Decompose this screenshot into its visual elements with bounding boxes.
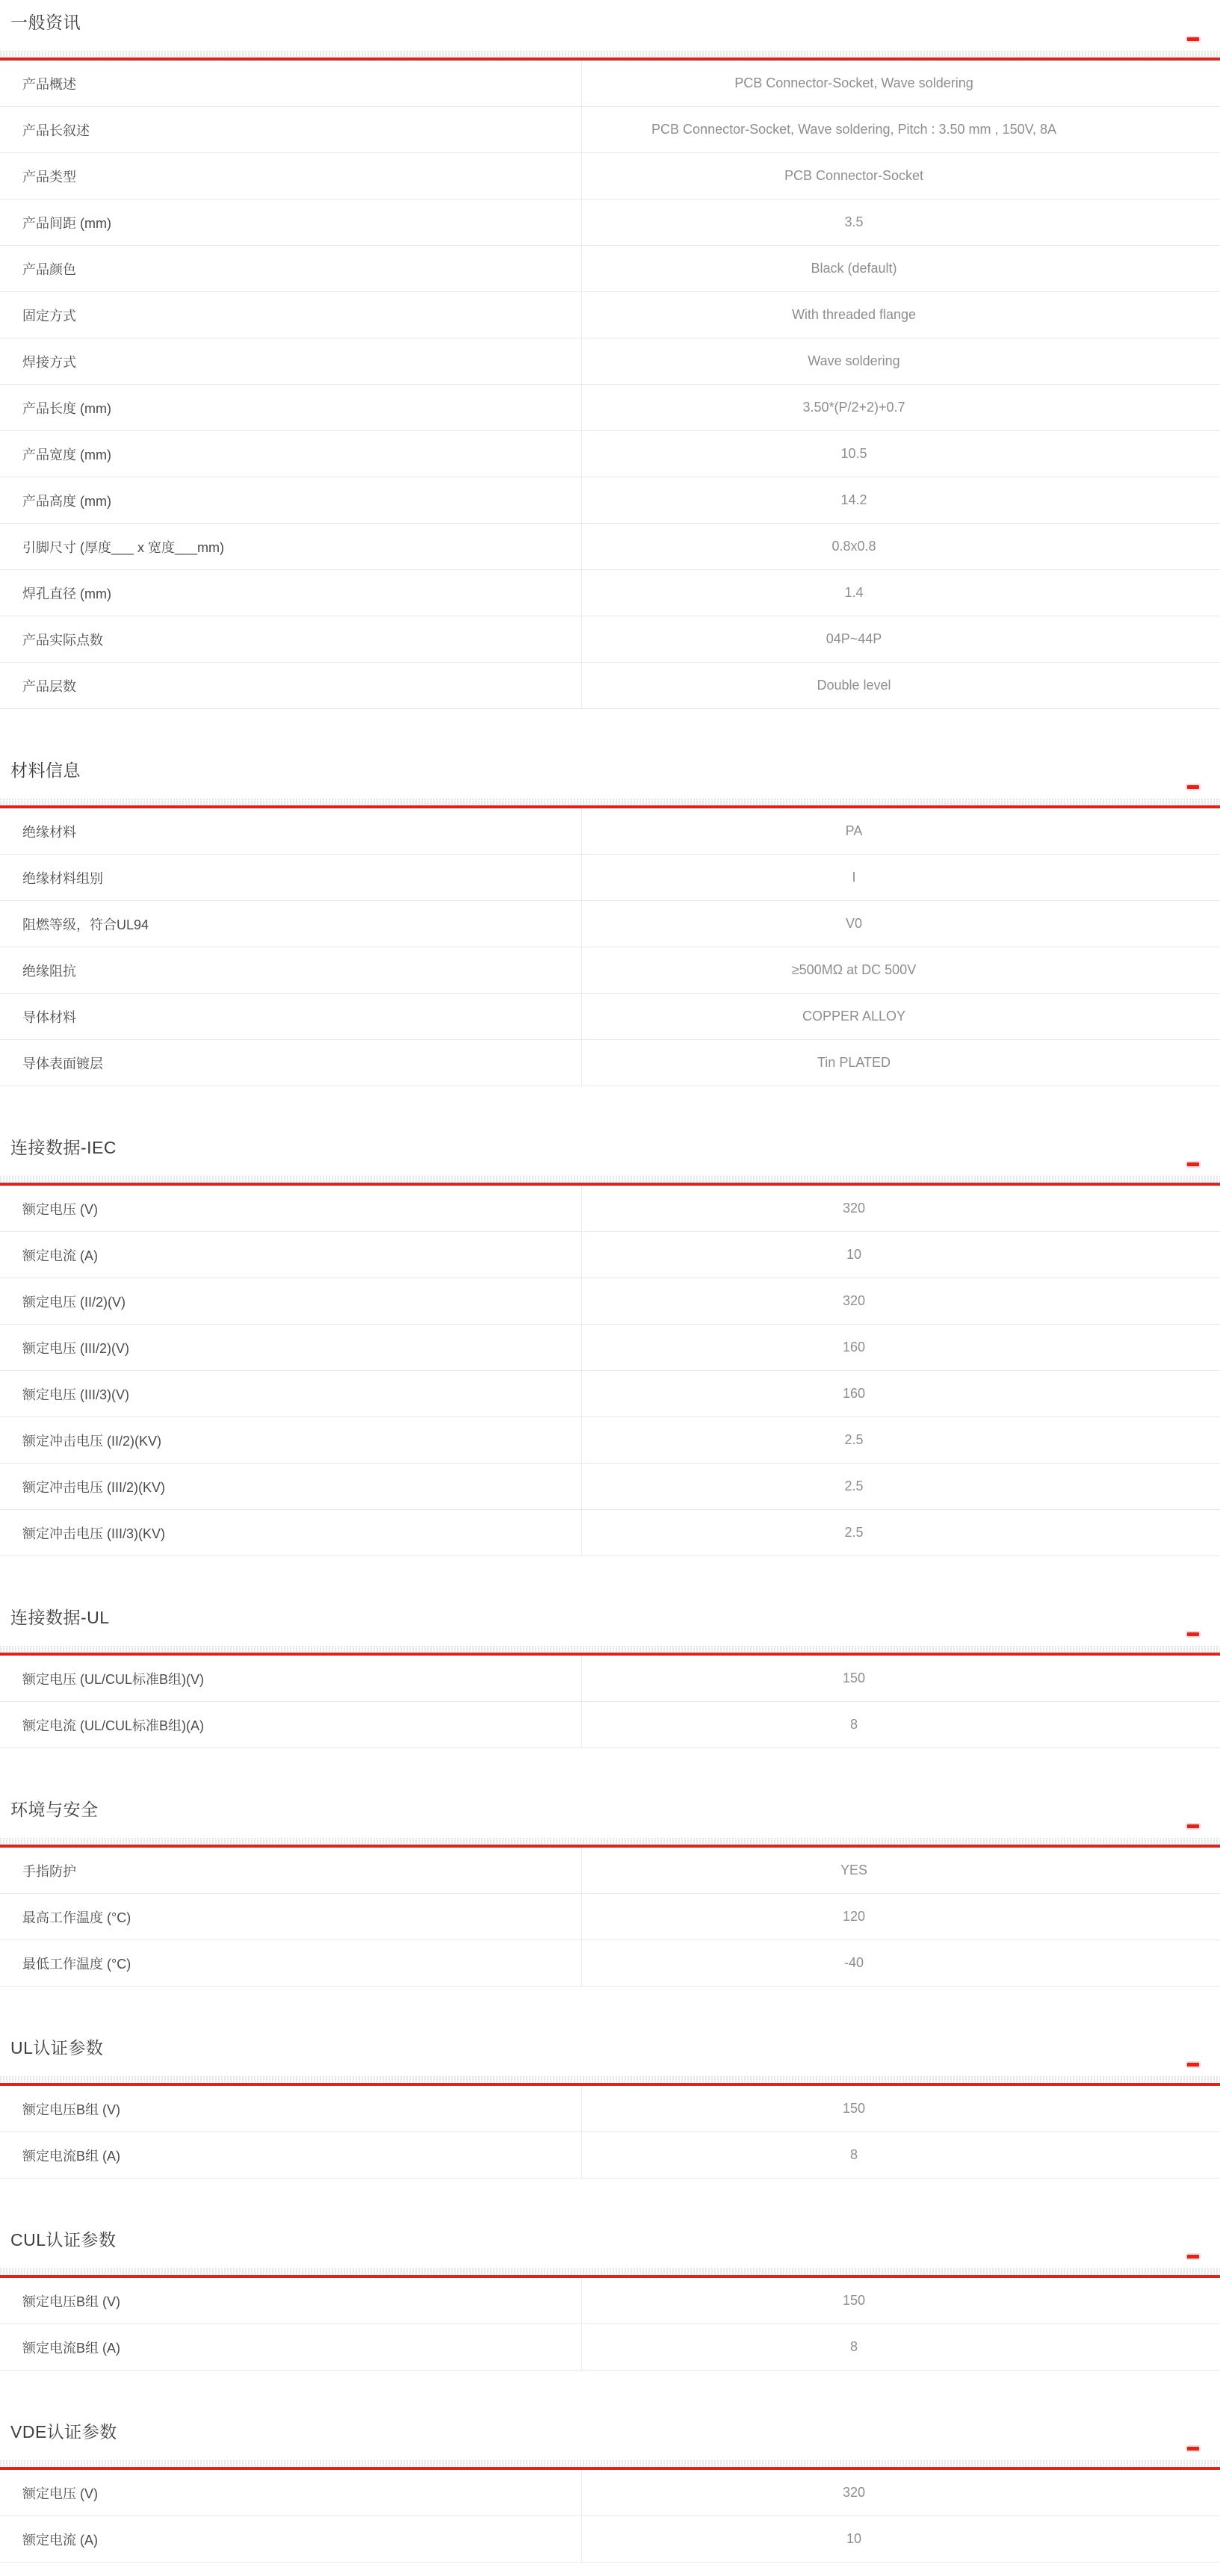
table-row: [0, 2470, 1220, 2516]
spec-section: [0, 2179, 1220, 2371]
row-value: 150: [842, 1671, 866, 1685]
row-tail-spacer: [1126, 1325, 1220, 1370]
row-label: 绝缘阻抗: [0, 947, 582, 993]
row-value: ≥500MΩ at DC 500V: [791, 962, 917, 977]
row-value: 3.5: [844, 214, 864, 229]
row-value: 1.4: [844, 585, 864, 600]
row-tail-spacer: [1126, 1278, 1220, 1324]
spec-section: [0, 1086, 1220, 1556]
row-tail-spacer: [1126, 199, 1220, 245]
row-value: PCB Connector-Socket, Wave soldering: [734, 75, 973, 90]
table-row: [0, 385, 1220, 431]
table-row: [0, 2324, 1220, 2371]
row-tail-spacer: [1126, 1232, 1220, 1278]
section-title: UL认证参数: [10, 2038, 104, 2058]
row-value: With threaded flange: [791, 307, 917, 322]
row-label: 额定电压 (III/3)(V): [0, 1371, 582, 1417]
row-tail-spacer: [1126, 153, 1220, 199]
section-divider-hatch: [0, 51, 1220, 58]
section-title: 连接数据-UL: [10, 1608, 110, 1627]
row-value: 0.8x0.8: [832, 539, 876, 554]
row-value: 10: [846, 1247, 862, 1262]
row-value: 320: [842, 2485, 866, 2500]
row-label: 额定电压 (III/2)(V): [0, 1325, 582, 1370]
collapse-minus-icon[interactable]: [1187, 2063, 1199, 2066]
row-value: 160: [842, 1340, 866, 1354]
section-header: [0, 1799, 1220, 1828]
row-value: 2.5: [844, 1432, 864, 1447]
row-value: PA: [845, 823, 863, 838]
row-label: 产品间距 (mm): [0, 199, 582, 245]
spec-table: [0, 2278, 1220, 2371]
row-value: 3.50*(P/2+2)+0.7: [802, 400, 905, 415]
section-header: [0, 1607, 1220, 1636]
row-tail-spacer: [1126, 663, 1220, 708]
row-label: 导体材料: [0, 994, 582, 1039]
row-tail-spacer: [1126, 61, 1220, 106]
row-label: 最高工作温度 (°C): [0, 1894, 582, 1939]
row-label: 额定电压 (UL/CUL标准B组)(V): [0, 1656, 582, 1701]
spec-section: [0, 1556, 1220, 1748]
row-label: 阻燃等级，符合UL94: [0, 901, 582, 947]
row-label: 额定电流 (UL/CUL标准B组)(A): [0, 1702, 582, 1747]
row-tail-spacer: [1126, 947, 1220, 993]
section-title: CUL认证参数: [10, 2230, 117, 2250]
row-label: 产品高度 (mm): [0, 477, 582, 523]
row-value: COPPER ALLOY: [802, 1009, 906, 1024]
row-tail-spacer: [1126, 2086, 1220, 2131]
row-value: Black (default): [811, 261, 897, 276]
section-header: [0, 2229, 1220, 2258]
table-row: [0, 1325, 1220, 1371]
row-tail-spacer: [1126, 431, 1220, 477]
row-tail-spacer: [1126, 292, 1220, 338]
section-header: [0, 1137, 1220, 1166]
spec-section: [0, 2371, 1220, 2563]
table-row: [0, 2086, 1220, 2132]
section-divider-hatch: [0, 799, 1220, 805]
row-tail-spacer: [1126, 570, 1220, 616]
row-value: 2.5: [844, 1525, 864, 1540]
section-divider-hatch: [0, 2268, 1220, 2275]
row-label: 额定冲击电压 (II/2)(KV): [0, 1417, 582, 1463]
row-label: 额定电压 (II/2)(V): [0, 1278, 582, 1324]
row-tail-spacer: [1126, 1464, 1220, 1509]
row-tail-spacer: [1126, 1186, 1220, 1231]
table-row: [0, 1940, 1220, 1987]
row-label: 固定方式: [0, 292, 582, 338]
spec-table: [0, 1186, 1220, 1556]
row-value: PCB Connector-Socket: [784, 168, 924, 183]
row-value: 2.5: [844, 1479, 864, 1493]
row-tail-spacer: [1126, 338, 1220, 384]
row-label: 绝缘材料: [0, 808, 582, 854]
row-label: 产品长叙述: [0, 107, 582, 152]
table-row: [0, 808, 1220, 855]
section-title: VDE认证参数: [10, 2422, 117, 2442]
row-value: I: [852, 870, 856, 885]
row-value: 10.5: [840, 446, 867, 461]
row-tail-spacer: [1126, 1040, 1220, 1086]
row-label: 额定电压 (V): [0, 2470, 582, 2515]
section-title: 材料信息: [10, 761, 81, 780]
row-tail-spacer: [1126, 2470, 1220, 2515]
row-label: 产品概述: [0, 61, 582, 106]
row-label: 产品实际点数: [0, 616, 582, 662]
table-row: [0, 292, 1220, 338]
row-label: 额定冲击电压 (III/2)(KV): [0, 1464, 582, 1509]
row-tail-spacer: [1126, 1417, 1220, 1463]
row-label: 最低工作温度 (°C): [0, 1940, 582, 1986]
row-label: 焊接方式: [0, 338, 582, 384]
row-value: -40: [843, 1955, 864, 1970]
section-divider-hatch: [0, 1176, 1220, 1183]
row-label: 产品层数: [0, 663, 582, 708]
table-row: [0, 199, 1220, 246]
row-tail-spacer: [1126, 107, 1220, 152]
row-value: V0: [845, 916, 863, 931]
table-row: [0, 246, 1220, 292]
row-value: 150: [842, 2293, 866, 2308]
row-label: 产品类型: [0, 153, 582, 199]
spec-table: [0, 808, 1220, 1086]
table-row: [0, 1186, 1220, 1232]
section-title: 环境与安全: [10, 1800, 99, 1819]
spec-table: [0, 61, 1220, 709]
table-row: [0, 1232, 1220, 1278]
table-row: [0, 431, 1220, 477]
section-title: 连接数据-IEC: [10, 1138, 117, 1157]
row-tail-spacer: [1126, 1702, 1220, 1747]
row-value: 8: [849, 1717, 858, 1732]
table-row: [0, 947, 1220, 994]
row-tail-spacer: [1126, 1510, 1220, 1555]
row-tail-spacer: [1126, 1371, 1220, 1417]
spec-section: [0, 0, 1220, 709]
row-tail-spacer: [1126, 1656, 1220, 1701]
collapse-minus-icon[interactable]: [1187, 37, 1199, 41]
row-tail-spacer: [1126, 1940, 1220, 1986]
row-value: Wave soldering: [808, 353, 900, 368]
table-row: [0, 1894, 1220, 1940]
table-row: [0, 477, 1220, 524]
section-header: [0, 12, 1220, 41]
table-row: [0, 1464, 1220, 1510]
section-header: [0, 760, 1220, 789]
table-row: [0, 1656, 1220, 1702]
table-row: [0, 901, 1220, 947]
spec-section: [0, 709, 1220, 1086]
section-divider-hatch: [0, 1838, 1220, 1845]
table-row: [0, 570, 1220, 616]
table-row: [0, 1848, 1220, 1894]
row-label: 额定电压 (V): [0, 1186, 582, 1231]
section-divider-hatch: [0, 1646, 1220, 1653]
table-row: [0, 616, 1220, 663]
row-value: 14.2: [840, 492, 867, 507]
row-value: Double level: [817, 678, 891, 693]
row-value: PCB Connector-Socket, Wave soldering, Pitch : 3.50 mm , 150V, 8A: [651, 122, 1056, 137]
spec-table: [0, 2086, 1220, 2179]
row-label: 额定电流B组 (A): [0, 2324, 582, 2370]
row-label: 导体表面镀层: [0, 1040, 582, 1086]
row-value: YES: [840, 1863, 868, 1877]
section-divider-hatch: [0, 2460, 1220, 2467]
spec-section: [0, 1748, 1220, 1987]
row-tail-spacer: [1126, 808, 1220, 854]
spec-section: [0, 1987, 1220, 2179]
table-row: [0, 1510, 1220, 1556]
row-label: 焊孔直径 (mm): [0, 570, 582, 616]
row-tail-spacer: [1126, 2278, 1220, 2323]
row-tail-spacer: [1126, 246, 1220, 291]
collapse-minus-icon[interactable]: [1187, 2447, 1199, 2450]
row-tail-spacer: [1126, 1848, 1220, 1893]
row-value: 8: [849, 2339, 858, 2354]
row-value: 10: [846, 2531, 862, 2546]
row-label: 产品长度 (mm): [0, 385, 582, 430]
row-label: 绝缘材料组别: [0, 855, 582, 900]
row-value: 04P~44P: [826, 631, 882, 646]
table-row: [0, 1278, 1220, 1325]
row-tail-spacer: [1126, 994, 1220, 1039]
spec-table: [0, 2470, 1220, 2563]
row-tail-spacer: [1126, 385, 1220, 430]
row-tail-spacer: [1126, 1894, 1220, 1939]
row-tail-spacer: [1126, 855, 1220, 900]
row-tail-spacer: [1126, 901, 1220, 947]
table-row: [0, 1371, 1220, 1417]
row-value: 150: [842, 2101, 866, 2116]
row-label: 引脚尺寸 (厚度___ x 宽度___mm): [0, 524, 582, 569]
section-header: [0, 2421, 1220, 2450]
table-row: [0, 994, 1220, 1040]
collapse-minus-icon[interactable]: [1187, 1162, 1199, 1166]
table-row: [0, 524, 1220, 570]
row-tail-spacer: [1126, 2132, 1220, 2178]
row-tail-spacer: [1126, 2516, 1220, 2562]
table-row: [0, 2278, 1220, 2324]
collapse-minus-icon[interactable]: [1187, 2255, 1199, 2258]
table-row: [0, 61, 1220, 107]
table-row: [0, 1702, 1220, 1748]
row-tail-spacer: [1126, 524, 1220, 569]
row-tail-spacer: [1126, 2324, 1220, 2370]
row-label: 额定冲击电压 (III/3)(KV): [0, 1510, 582, 1555]
table-row: [0, 2132, 1220, 2179]
table-row: [0, 107, 1220, 153]
row-label: 额定电压B组 (V): [0, 2278, 582, 2323]
collapse-minus-icon[interactable]: [1187, 785, 1199, 789]
section-divider-hatch: [0, 2076, 1220, 2083]
row-tail-spacer: [1126, 477, 1220, 523]
table-row: [0, 2516, 1220, 2563]
row-label: 手指防护: [0, 1848, 582, 1893]
row-label: 额定电流 (A): [0, 1232, 582, 1278]
row-label: 产品颜色: [0, 246, 582, 291]
section-title: 一般资讯: [10, 13, 81, 32]
section-header: [0, 2037, 1220, 2066]
row-label: 额定电压B组 (V): [0, 2086, 582, 2131]
collapse-minus-icon[interactable]: [1187, 1824, 1199, 1828]
spec-table: [0, 1656, 1220, 1748]
row-label: 产品宽度 (mm): [0, 431, 582, 477]
row-value: 320: [842, 1293, 866, 1308]
collapse-minus-icon[interactable]: [1187, 1632, 1199, 1636]
row-value: 320: [842, 1201, 866, 1216]
table-row: [0, 663, 1220, 709]
table-row: [0, 153, 1220, 199]
table-row: [0, 1040, 1220, 1086]
row-value: 160: [842, 1386, 866, 1401]
table-row: [0, 1417, 1220, 1464]
row-value: Tin PLATED: [817, 1055, 891, 1070]
row-value: 120: [842, 1909, 866, 1924]
table-row: [0, 855, 1220, 901]
row-tail-spacer: [1126, 616, 1220, 662]
row-label: 额定电流B组 (A): [0, 2132, 582, 2178]
table-row: [0, 338, 1220, 385]
spec-table: [0, 1848, 1220, 1987]
row-value: 8: [849, 2147, 858, 2162]
row-label: 额定电流 (A): [0, 2516, 582, 2562]
